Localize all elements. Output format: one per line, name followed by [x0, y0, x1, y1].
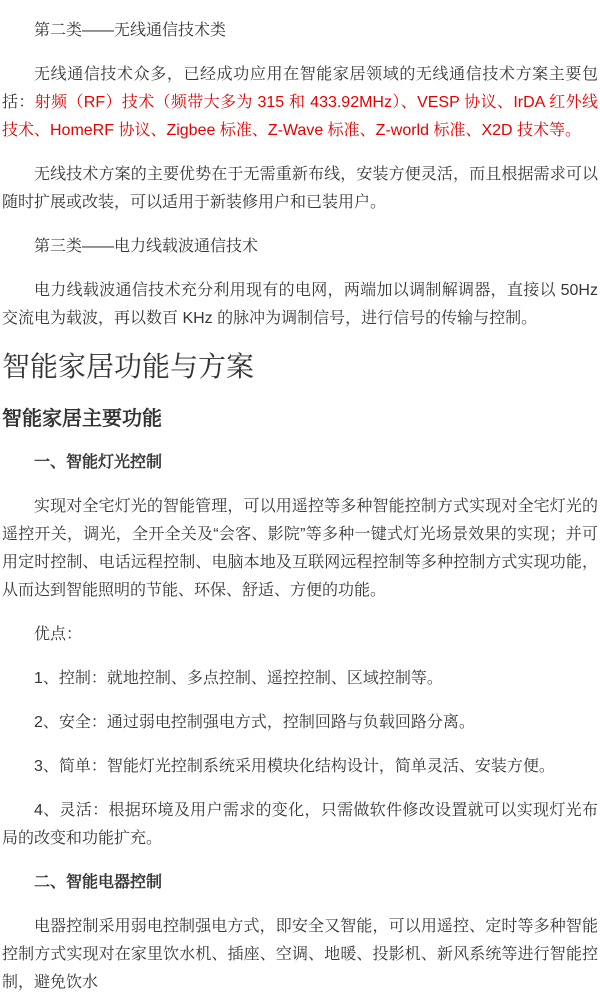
subtitle-main-functions: 智能家居主要功能 — [2, 408, 162, 430]
list-item-advantage-3: 3、简单：智能灯光控制系统采用模块化结构设计，简单灵活、安装方便。 — [34, 758, 555, 775]
wireless-protocols-red-highlight: 射频（RF）技术（频带大多为 315 和 433.92MHz）、VESP 协议、IrDA 红外线技术、HomeRF 协议、Zigbee 标准、Z-Wave 标准、Z-world 标准、X2D 技术等。 — [2, 94, 598, 139]
list-item-advantage-2: 2、安全：通过弱电控制强电方式，控制回路与负载回路分离。 — [34, 714, 475, 731]
list-item-advantage-4: 4、灵活：根据环境及用户需求的变化，只需做软件修改设置就可以实现灯光布局的改变和功能扩充。 — [2, 802, 598, 847]
subheading-smart-lighting-control: 一、智能灯光控制 — [34, 454, 163, 471]
paragraph-wireless-intro: 无线通信技术众多，已经成功应用在智能家居领域的无线通信技术方案主要包括： — [2, 66, 598, 111]
paragraph-wireless-tech — [2, 61, 598, 145]
page-title-functions-and-solutions: 智能家居功能与方案 — [2, 351, 255, 382]
section-title-category-3: 第三类——电力线载波通信技术 — [34, 238, 259, 255]
paragraph-smart-appliance: 电器控制采用弱电控制强电方式，即安全又智能，可以用遥控、定时等多种智能控制方式实现对在家里饮水机、插座、空调、地暖、投影机、新风系统等进行智能控制，避免饮水 — [2, 918, 598, 991]
section-title-category-2: 第二类——无线通信技术类 — [34, 22, 227, 39]
label-advantages: 优点： — [34, 626, 83, 643]
list-item-advantage-1: 1、控制：就地控制、多点控制、遥控控制、区域控制等。 — [34, 670, 443, 687]
paragraph-smart-lighting: 实现对全宅灯光的智能管理，可以用遥控等多种智能控制方式实现对全宅灯光的遥控开关，调光，全开全关及“会客、影院”等多种一键式灯光场景效果的实现；并可用定时控制、电话远程控制、电脑本地及互联网远程控制等多种控制方式实现功能，从而达到智能照明的节能、环保、舒适、方便的功能。 — [2, 498, 598, 599]
paragraph-powerline-carrier: 电力线载波通信技术充分利用现有的电网，两端加以调制解调器，直接以 50Hz 交流电为载波，再以数百 KHz 的脉冲为调制信号，进行信号的传输与控制。 — [2, 282, 598, 327]
subheading-smart-appliance-control: 二、智能电器控制 — [34, 874, 163, 891]
paragraph-wireless-advantage: 无线技术方案的主要优势在于无需重新布线，安装方便灵活，而且根据需求可以随时扩展或改装，可以适用于新装修用户和已装用户。 — [2, 166, 598, 211]
